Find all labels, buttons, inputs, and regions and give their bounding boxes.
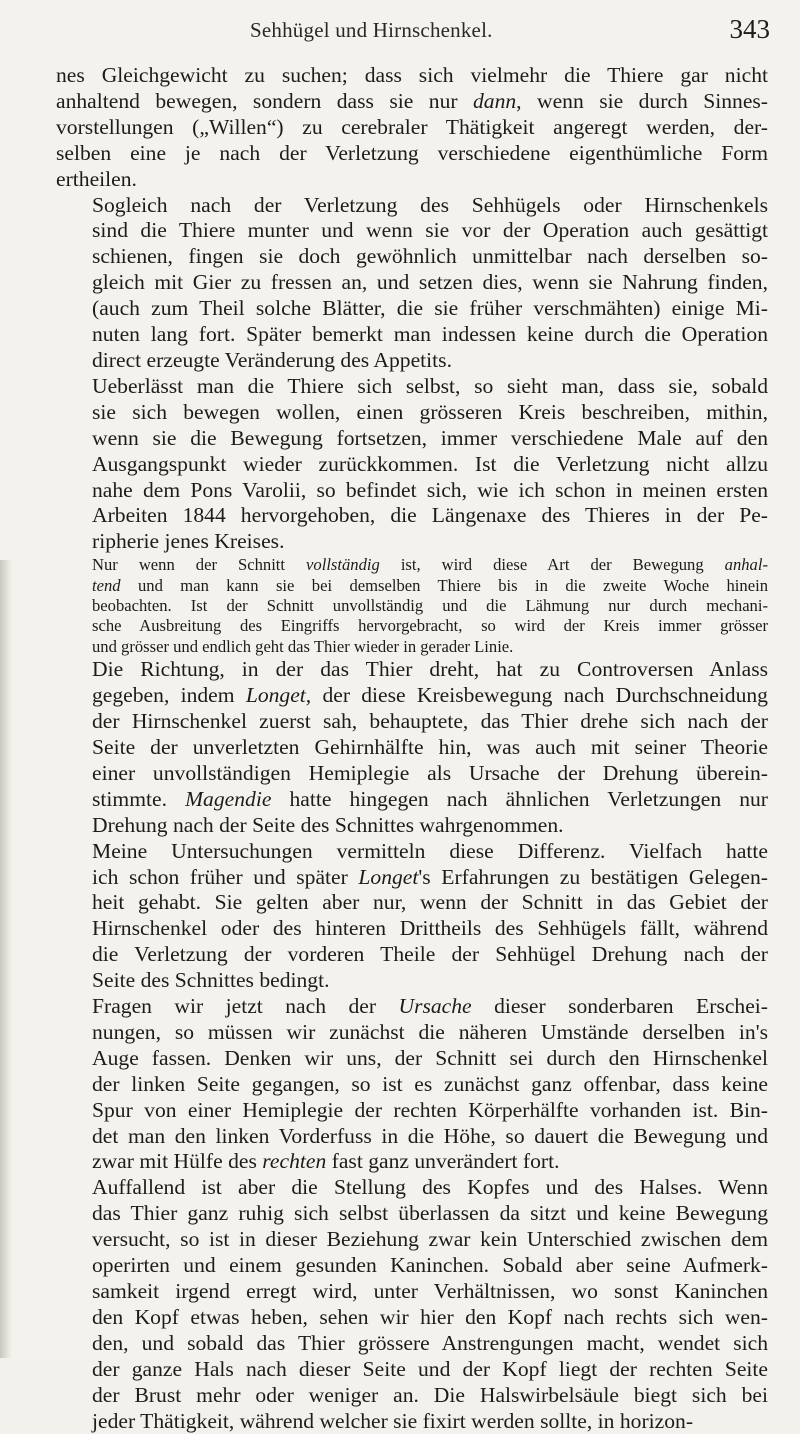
text-line: jeder Thätigkeit, während welcher sie fixirt werden sollte, in horizon- xyxy=(92,1408,694,1433)
text-line: der ganze Hals nach dieser Seite und der Kopf liegt der rechten Seite xyxy=(92,1356,768,1381)
text-line: det man den linken Vorderfuss in die Höhe, so dauert die Bewegung und xyxy=(92,1123,768,1148)
text-line: selben eine je nach der Verletzung verschiedene eigenthümliche Form xyxy=(56,140,768,165)
text-line: sind die Thiere munter und wenn sie vor der Operation auch gesättigt xyxy=(92,218,768,243)
body-text xyxy=(56,63,768,1434)
page-header xyxy=(0,10,800,50)
text-line: gegeben, indem Longet, der diese Kreisbewegung nach Durchschneidung xyxy=(92,683,768,708)
page-edge-shadow xyxy=(0,560,12,1358)
text-line: den, und sobald das Thier grössere Anstrengungen macht, wendet sich xyxy=(92,1330,768,1355)
text-line: Seite der unverletzten Gehirnhälfte hin, was auch mit seiner Theorie xyxy=(92,734,768,759)
text-line: gleich mit Gier zu fressen an, und setzen dies, wenn sie Nahrung finden, xyxy=(92,270,768,295)
text-line: der Hirnschenkel zuerst sah, behauptete, das Thier drehe sich nach der xyxy=(92,709,768,734)
text-line: zwar mit Hülfe des rechten fast ganz unverändert fort. xyxy=(92,1149,560,1174)
text-line: vorstellungen („Willen“) zu cerebraler Thätigkeit angeregt werden, der- xyxy=(56,114,768,139)
body-paragraph xyxy=(56,63,768,193)
text-line: Die Richtung, in der das Thier dreht, hat zu Controversen Anlass xyxy=(92,657,768,682)
text-line: das Thier ganz ruhig sich selbst überlassen da sitzt und keine Bewegung xyxy=(92,1201,768,1226)
text-line: schienen, fingen sie doch gewöhnlich unmittelbar nach derselben so- xyxy=(92,244,768,269)
body-paragraph xyxy=(56,193,768,374)
body-paragraph xyxy=(56,374,768,555)
text-line: Arbeiten 1844 hervorgehoben, die Längenaxe des Thieres in der Pe- xyxy=(92,503,768,528)
text-line: Sogleich nach der Verletzung des Sehhügels oder Hirnschenkels xyxy=(92,192,768,217)
text-line: die Verletzung der vorderen Theile der Sehhügel Drehung nach der xyxy=(92,942,768,967)
text-line: Auffallend ist aber die Stellung des Kopfes und des Halses. Wenn xyxy=(92,1175,768,1200)
text-line: heit gehabt. Sie gelten aber nur, wenn der Schnitt in das Gebiet der xyxy=(92,890,768,915)
text-line: den Kopf etwas heben, sehen wir hier den Kopf nach rechts sich wen- xyxy=(92,1304,768,1329)
text-line: Meine Untersuchungen vermitteln diese Differenz. Vielfach hatte xyxy=(92,838,768,863)
text-line: samkeit irgend erregt wird, unter Verhältnissen, wo sonst Kaninchen xyxy=(92,1279,768,1303)
text-line: nuten lang fort. Später bemerkt man indessen keine durch die Operation xyxy=(92,322,768,347)
text-line: Auge fassen. Denken wir uns, der Schnitt sei durch den Hirnschenkel xyxy=(92,1045,768,1070)
text-line: sie sich bewegen wollen, einen grösseren Kreis beschreiben, mithin, xyxy=(92,399,768,424)
text-line: der linken Seite gegangen, so ist es zunächst ganz offenbar, dass keine xyxy=(92,1071,768,1096)
body-paragraph xyxy=(56,657,768,838)
text-line: nahe dem Pons Varolii, so befindet sich, wie ich schon in meinen ersten xyxy=(92,477,768,502)
text-line: anhaltend bewegen, sondern dass sie nur dann, wenn sie durch Sinnes- xyxy=(56,88,768,113)
text-line: tend und man kann sie bei demselben Thiere bis in die zweite Woche hinein xyxy=(92,575,768,595)
text-line: Nur wenn der Schnitt vollständig ist, wird diese Art der Bewegung anhal- xyxy=(92,555,768,575)
text-line: wenn sie die Bewegung fortsetzen, immer verschiedene Male auf den xyxy=(92,425,768,450)
text-line: Ueberlässt man die Thiere sich selbst, so sieht man, dass sie, sobald xyxy=(92,373,768,398)
text-line: operirten und einem gesunden Kaninchen. Sobald aber seine Aufmerk- xyxy=(92,1253,768,1278)
text-line: ripherie jenes Kreises. xyxy=(92,529,285,554)
text-line: der Brust mehr oder weniger an. Die Halswirbelsäule biegt sich bei xyxy=(92,1382,768,1407)
text-line: nungen, so müssen wir zunächst die näheren Umstände derselben in's xyxy=(92,1019,768,1044)
footnote-paragraph xyxy=(56,555,768,657)
running-title: Sehhügel und Hirnschenkel. xyxy=(250,18,493,42)
text-line: beobachten. Ist der Schnitt unvollständig und die Lähmung nur durch mechani- xyxy=(92,596,768,616)
text-line: (auch zum Theil solche Blätter, die sie früher verschmähten) einige Mi- xyxy=(92,296,768,321)
text-line: ertheilen. xyxy=(56,166,137,191)
text-line: Seite des Schnittes bedingt. xyxy=(92,968,330,993)
text-line: nes Gleichgewicht zu suchen; dass sich vielmehr die Thiere gar nicht xyxy=(56,63,768,87)
text-line: einer unvollständigen Hemiplegie als Ursache der Drehung überein- xyxy=(92,760,768,785)
text-line: direct erzeugte Veränderung des Appetits. xyxy=(92,347,452,372)
text-line: stimmte. Magendie hatte hingegen nach ähnlichen Verletzungen nur xyxy=(92,786,768,811)
text-line: und grösser und endlich geht das Thier wieder in gerader Linie. xyxy=(92,636,514,656)
text-line: Drehung nach der Seite des Schnittes wahrgenommen. xyxy=(92,812,564,837)
text-line: versucht, so ist in dieser Beziehung zwar kein Unterschied zwischen dem xyxy=(92,1227,768,1252)
body-paragraph xyxy=(56,1175,768,1434)
text-line: ich schon früher und später Longet's Erfahrungen zu bestätigen Gelegen- xyxy=(92,864,768,889)
text-line: Fragen wir jetzt nach der Ursache dieser sonderbaren Erschei- xyxy=(92,994,768,1019)
text-line: Spur von einer Hemiplegie der rechten Körperhälfte vorhanden ist. Bin- xyxy=(92,1097,768,1122)
page-number: 343 xyxy=(729,14,770,44)
body-paragraph xyxy=(56,839,768,994)
body-paragraph xyxy=(56,994,768,1175)
text-line: Hirnschenkel oder des hinteren Drittheils des Sehhügels fällt, während xyxy=(92,916,768,941)
text-line: Ausgangspunkt wieder zurückkommen. Ist die Verletzung nicht allzu xyxy=(92,451,768,476)
text-line: sche Ausbreitung des Eingriffs hervorgebracht, so wird der Kreis immer grösser xyxy=(92,616,768,636)
